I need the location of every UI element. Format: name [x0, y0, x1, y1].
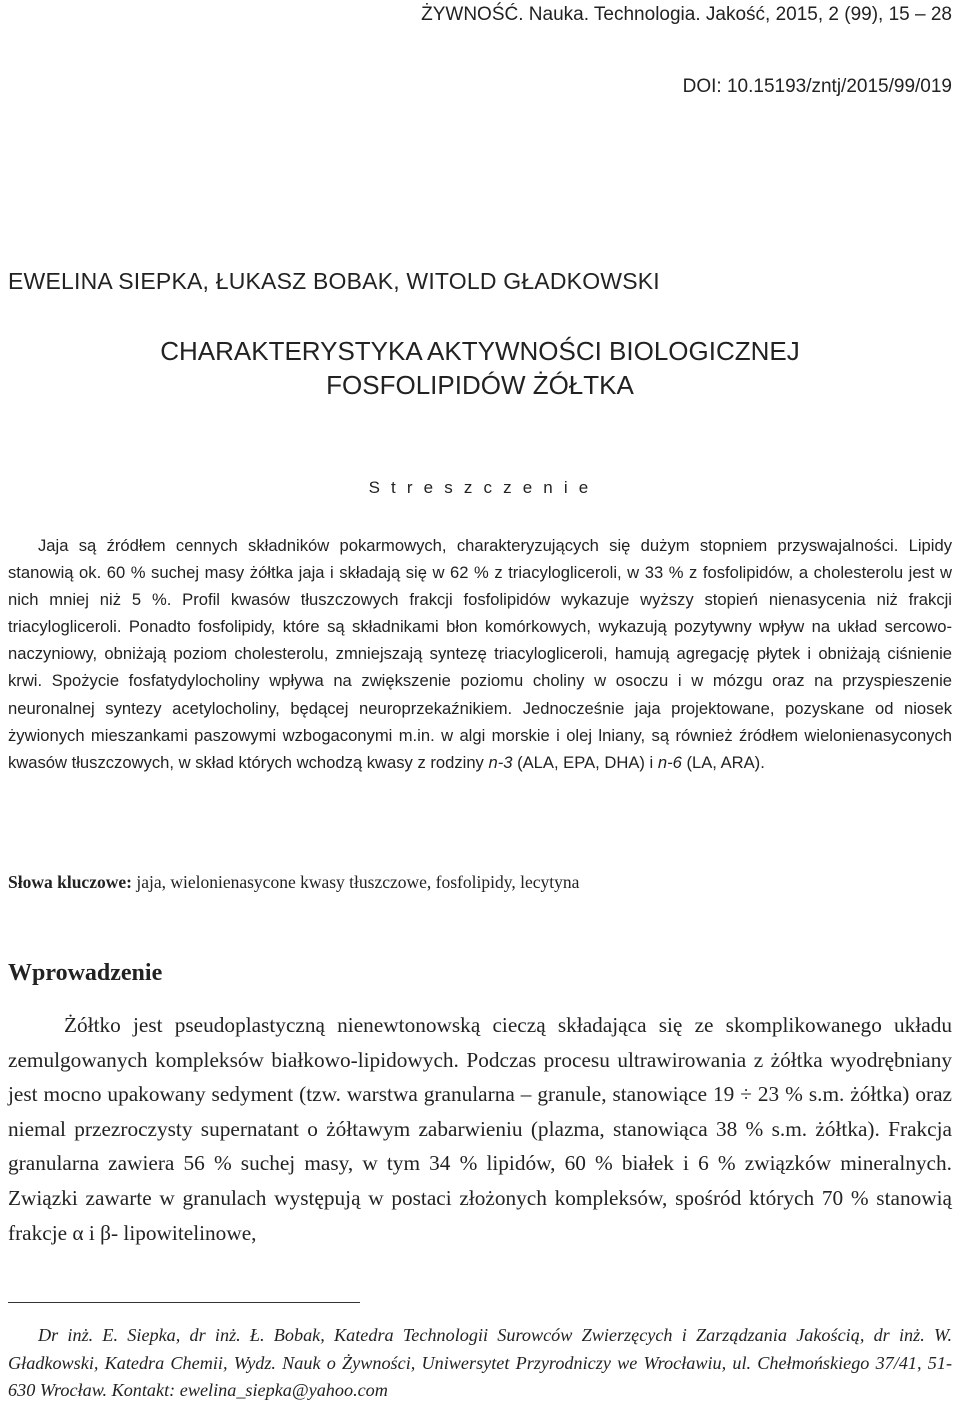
- article-title-line1: CHARAKTERYSTYKA AKTYWNOŚCI BIOLOGICZNEJ: [160, 336, 800, 366]
- authors: EWELINA SIEPKA, ŁUKASZ BOBAK, WITOLD GŁADKOWSKI: [8, 268, 660, 294]
- doi: DOI: 10.15193/zntj/2015/99/019: [682, 76, 952, 97]
- n3-label: n-3: [488, 752, 513, 772]
- keywords: [8, 868, 952, 896]
- author-footnote: Dr inż. E. Siepka, dr inż. Ł. Bobak, Katedra Technologii Surowców Zwierzęcych i Zarządzania Jakością, dr inż. W. Gładkowski, Katedra Chemii, Wydz. Nauk o Żywności, Uniwersytet Przyrodniczy we Wrocławiu, ul. Chełmońskiego 37/41, 51-630 Wrocław. Kontakt: ewelina_siepka@yahoo.com: [8, 1325, 952, 1401]
- article-title-line2: FOSFOLIPIDÓW ŻÓŁTKA: [326, 370, 634, 400]
- footnote-rule: [8, 1302, 360, 1303]
- n6-label: n-6: [657, 752, 682, 772]
- abstract-heading: S t r e s z c z e n i e: [368, 478, 592, 497]
- keywords-text: jaja, wielonienasycone kwasy tłuszczowe, fosfolipidy, lecytyna: [131, 872, 580, 892]
- keywords-label: Słowa kluczowe:: [8, 872, 132, 892]
- journal-citation: ŻYWNOŚĆ. Nauka. Technologia. Jakość, 2015, 2 (99), 15 – 28: [421, 4, 952, 25]
- abstract-text: Jaja są źródłem cennych składników pokarmowych, charakteryzujących się dużym stopniem przyswajalności. Lipidy stanowią ok. 60 % suchej masy żółtka jaja i składają się w 62 % z triacylogliceroli, w 33 % z fosfolipidów, a cholesterolu jest w nich mniej niż 5 %. Profil kwasów tłuszczowych frakcji fosfolipidów wykazuje wyższy stopień nienasycenia niż frakcji triacylogliceroli. Ponadto fosfolipidy, które są składnikami błon komórkowych, wykazują pozytywny wpływ na układ sercowo-naczyniowy, obniżają poziom cholesterolu, zmniejszają syntezę triacylogliceroli, hamują agregację płytek i obniżają ciśnienie krwi. Spożycie fosfatydylocholiny wpływa na zwiększenie poziomu choliny w osoczu i w mózgu oraz na przyspieszenie neuronalnej syntezy acetylocholiny, będącej neuroprzekaźnikiem. Jednocześnie jaja projektowane, pozyskane od niosek żywionych mieszankami paszowymi wzbogaconymi m.in. w algi morskie i olej lniany, są również źródłem wielonienasyconych kwasów tłuszczowych, w skład których wchodzą kwasy z rodziny n-3 (ALA, EPA, DHA) i n-6 (LA, ARA).: [8, 536, 952, 772]
- intro-text: Żółtko jest pseudoplastyczną nienewtonowską cieczą składająca się ze skomplikowanego układu zemulgowanych kompleksów białkowo-lipidowych. Podczas procesu ultrawirowania z żółtka wyodrębniany jest mocno upakowany sedyment (tzw. warstwa granularna – granule, stanowiące 19 ÷ 23 % s.m. żółtka) oraz niemal przezroczysty supernatant o żółtawym zabarwieniu (plazma, stanowiąca 38 % s.m. żółtka). Frakcja granularna zawiera 56 % suchej masy, w tym 34 % lipidów, 60 % białek i 6 % związków mineralnych. Związki zawarte w granulach występują w postaci złożonych kompleksów, spośród których 70 % stanowią frakcje α i β- lipowitelinowe,: [8, 1013, 952, 1245]
- intro-heading: Wprowadzenie: [8, 960, 163, 986]
